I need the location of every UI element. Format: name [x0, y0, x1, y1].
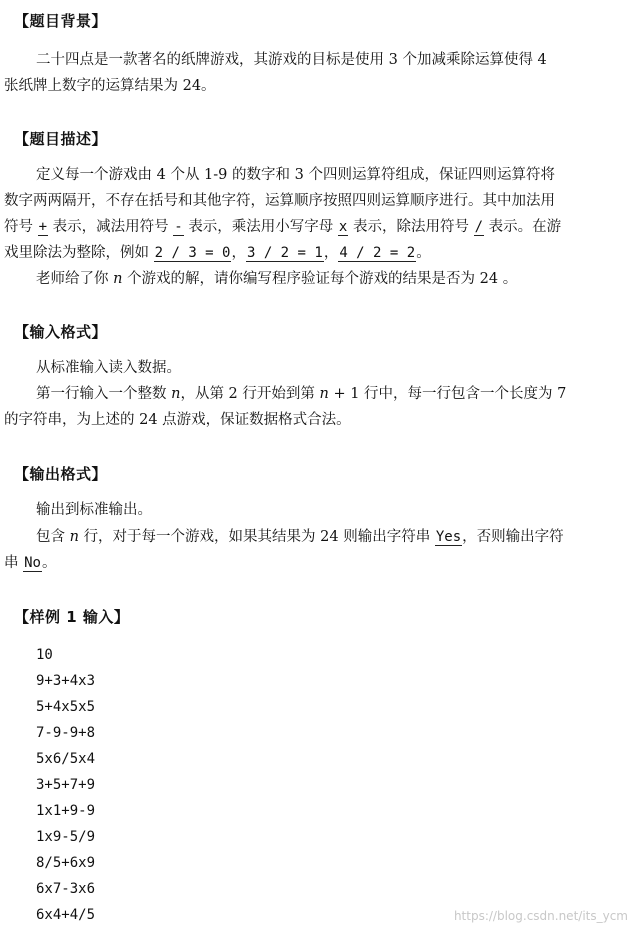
- sample-line: 1x1+9-9: [36, 803, 96, 819]
- text-multiplication: 表示，乘法用小写字母: [188, 219, 334, 235]
- input-line-3: 的字符串，为上述的 24 点游戏，保证数据格式合法。: [4, 412, 351, 428]
- output-line-2: [36, 527, 564, 547]
- plus-symbol: +: [38, 219, 48, 235]
- text-contains: 包含: [36, 529, 65, 545]
- sample-line: 6x7-3x6: [36, 881, 96, 897]
- sample-line: 6x4+4/5: [36, 907, 96, 923]
- example-2: 3 / 2 = 1: [246, 245, 323, 261]
- output-heading: 【输出格式】: [14, 465, 108, 483]
- separator-2: ，: [323, 245, 339, 261]
- sample-line: 1x9-5/9: [36, 829, 96, 845]
- sample-line: 7-9-9+8: [36, 725, 96, 741]
- output-line-1: 输出到标准输出。: [36, 502, 152, 518]
- description-line-1: 定义每一个游戏由 4 个从 1-9 的数字和 3 个四则运算符组成，保证四则运算符将: [36, 167, 555, 183]
- input-line-2: [36, 384, 566, 404]
- divide-symbol: /: [474, 219, 484, 235]
- sample-heading: 【样例 1 输入】: [14, 608, 130, 626]
- background-line-1: 二十四点是一款著名的纸牌游戏，其游戏的目标是使用 3 个加减乘除运算使得 4: [36, 52, 547, 68]
- sample-line: 5+4x5x5: [36, 699, 96, 715]
- sample-line: 9+3+4x3: [36, 673, 96, 689]
- description-line-5: [36, 269, 517, 289]
- sample-line: 3+5+7+9: [36, 777, 96, 793]
- text-otherwise: ，否则输出字符: [462, 529, 564, 545]
- text-symbol-label: 符号: [4, 219, 33, 235]
- output-line-3: [4, 553, 56, 573]
- watermark: https://blog.csdn.net/its_ycm: [453, 909, 628, 923]
- text-subtraction: 表示，减法用符号: [52, 219, 169, 235]
- variable-n-plus: n: [319, 386, 329, 402]
- text-integer-division: 戏里除法为整除，例如: [4, 245, 149, 261]
- example-1: 2 / 3 = 0: [154, 245, 231, 261]
- text-teacher: 老师给了你: [36, 271, 109, 287]
- no-token: No: [24, 555, 41, 571]
- text-first-line: 第一行输入一个整数: [36, 386, 167, 402]
- yes-token: Yes: [435, 529, 462, 545]
- times-symbol: x: [338, 219, 348, 235]
- description-line-3: [4, 217, 561, 237]
- background-line-2: 张纸牌上数字的运算结果为 24。: [4, 78, 216, 94]
- input-line-1: 从标准输入读入数据。: [36, 360, 181, 376]
- example-3: 4 / 2 = 2: [339, 245, 416, 261]
- separator-1: ，: [231, 245, 246, 261]
- text-from-line: ，从第 2 行开始到第: [180, 386, 315, 402]
- text-division: 表示，除法用符号: [352, 219, 469, 235]
- text-line3-end: 表示。在游: [488, 219, 562, 235]
- minus-symbol: -: [174, 219, 183, 235]
- description-heading: 【题目描述】: [14, 130, 108, 148]
- text-string: 串: [4, 555, 19, 571]
- background-heading: 【题目背景】: [14, 12, 108, 30]
- text-period: 。: [41, 555, 57, 571]
- variable-n: n: [113, 271, 123, 287]
- input-heading: 【输入格式】: [14, 323, 108, 341]
- text-each-game: 行，对于每一个游戏，如果其结果为 24 则输出字符串: [83, 529, 431, 545]
- variable-n: n: [171, 386, 181, 402]
- text-teacher-rest: 个游戏的解，请你编写程序验证每个游戏的结果是否为 24 。: [127, 271, 518, 287]
- sample-line: 8/5+6x9: [36, 855, 96, 871]
- line4-end: 。: [416, 245, 431, 261]
- sample-line: 10: [36, 647, 53, 663]
- text-each-line: + 1 行中，每一行包含一个长度为 7: [328, 386, 567, 402]
- description-line-2: 数字两两隔开，不存在括号和其他字符，运算顺序按照四则运算顺序进行。其中加法用: [4, 193, 555, 209]
- description-line-4: [4, 243, 431, 263]
- sample-line: 5x6/5x4: [36, 751, 96, 767]
- variable-n: n: [69, 529, 79, 545]
